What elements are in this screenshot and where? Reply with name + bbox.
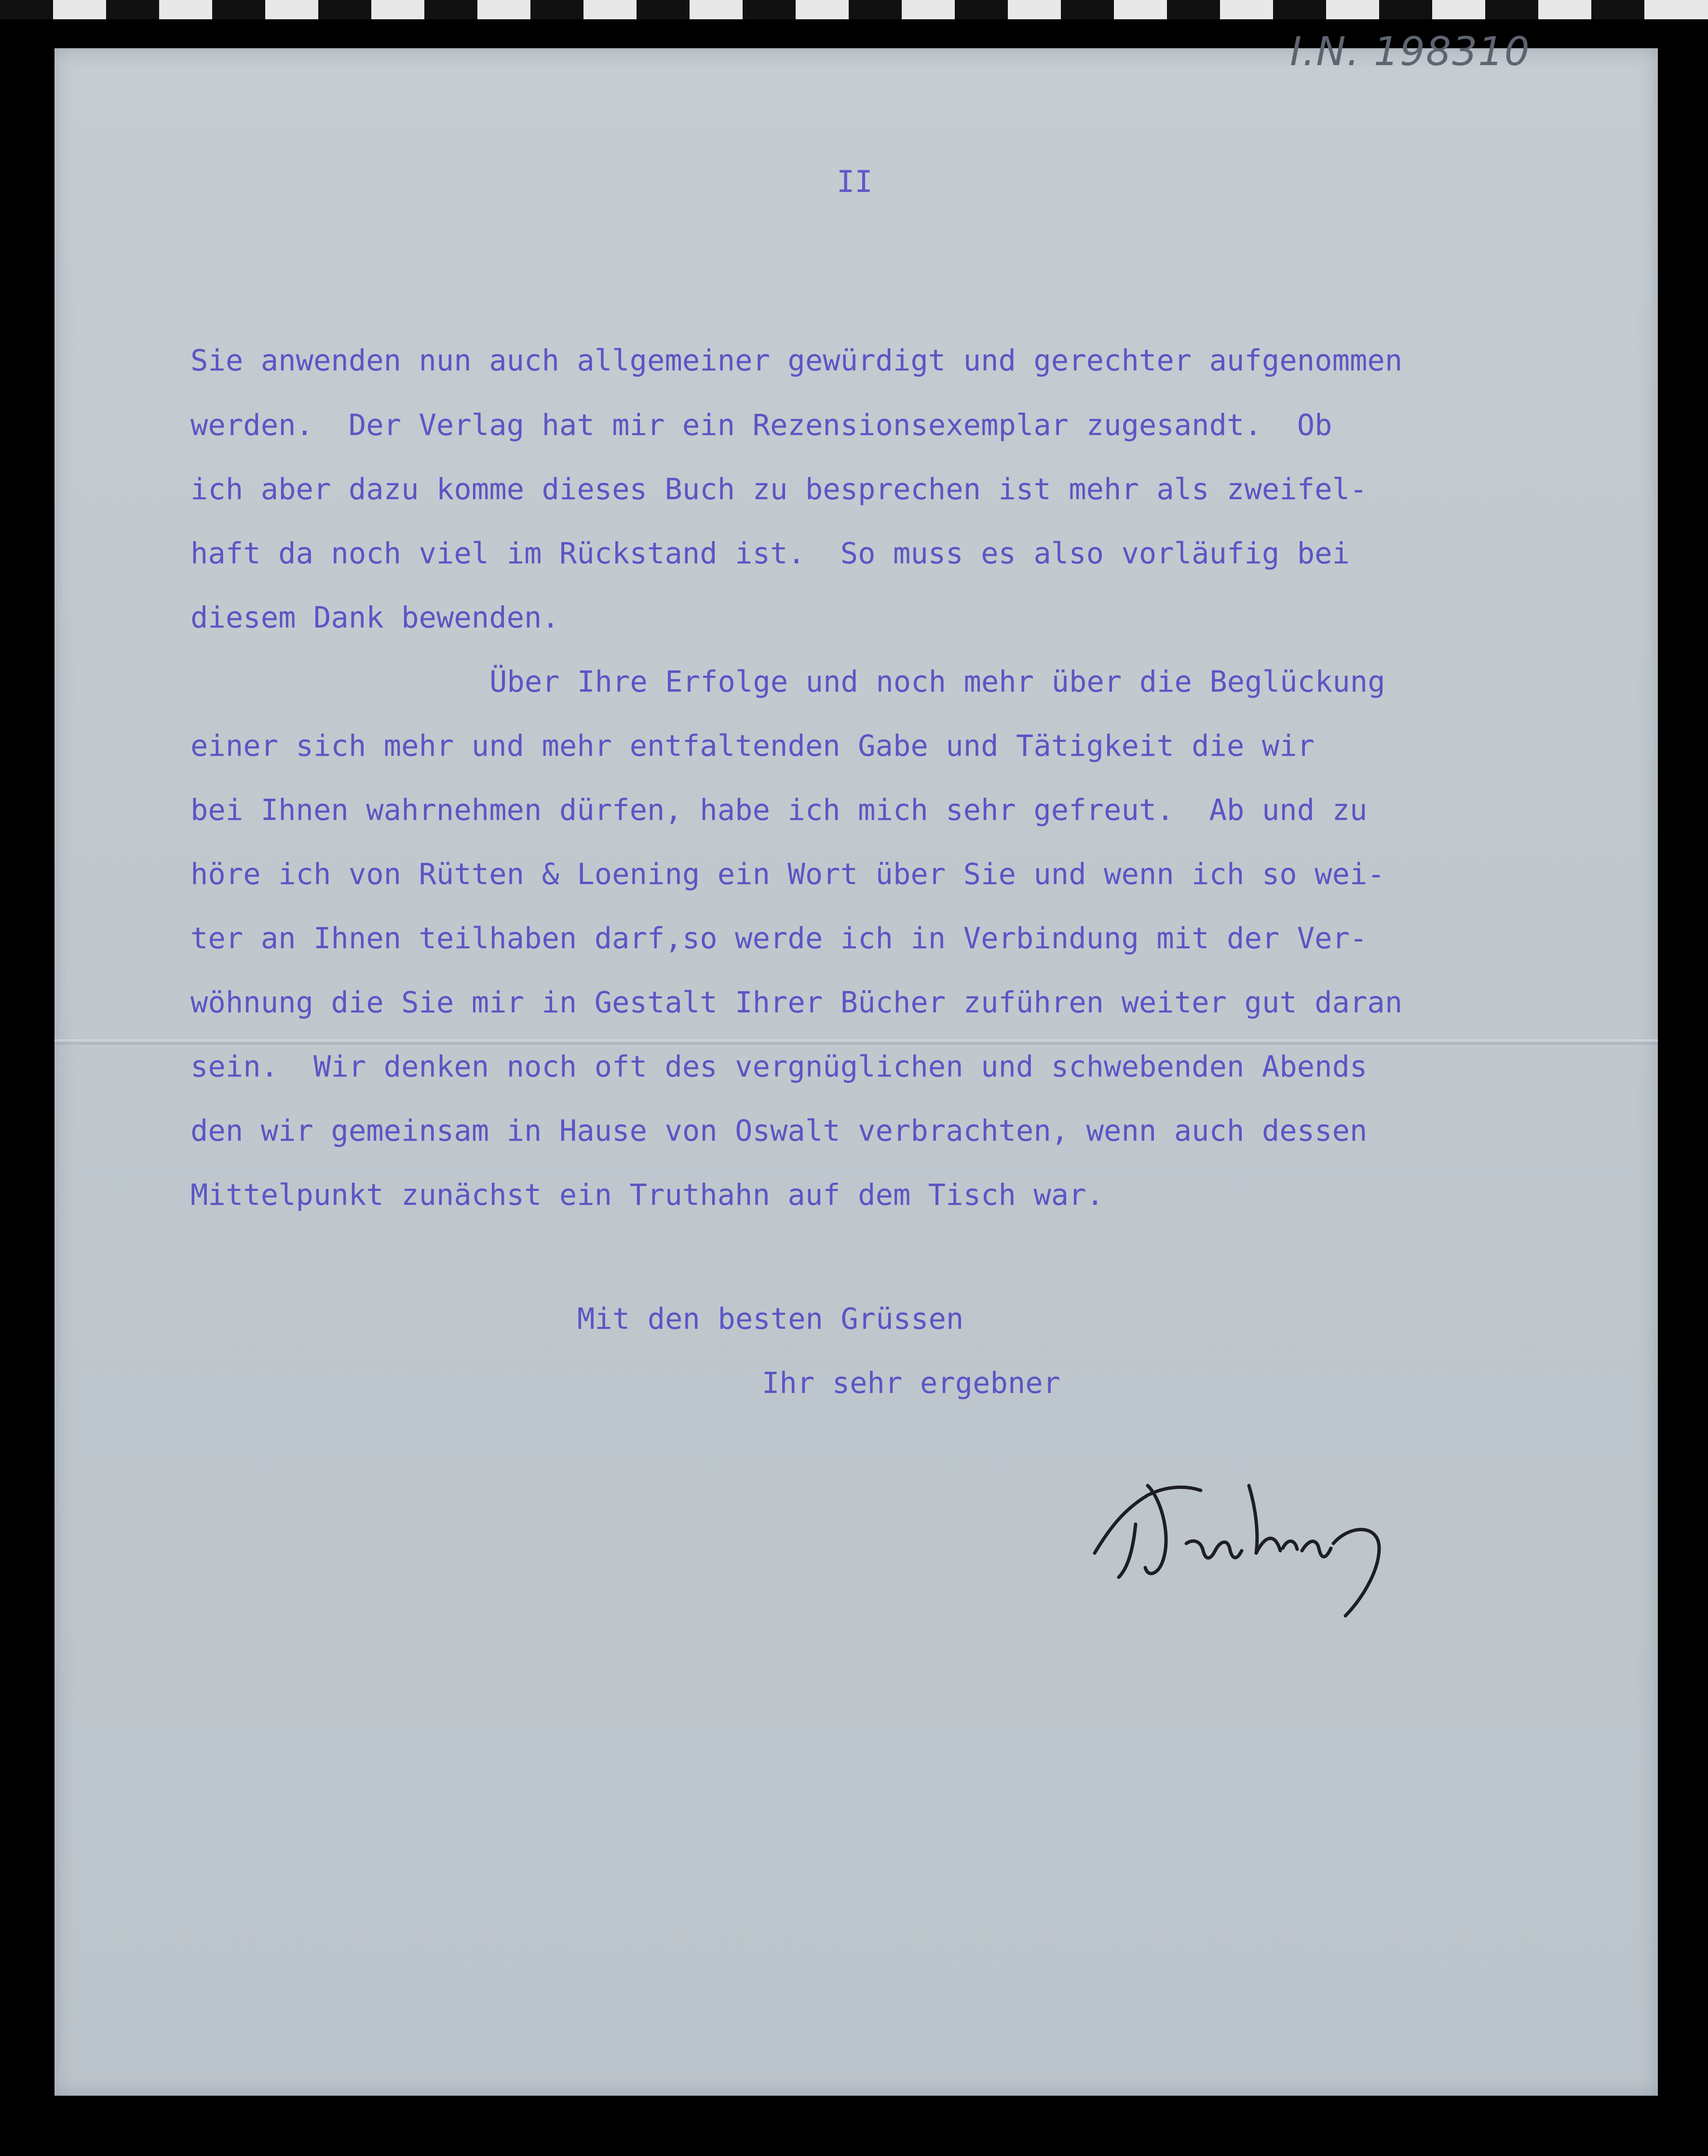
paper-fold-line xyxy=(54,1039,1658,1044)
archive-number: I.N. 198310 xyxy=(1290,29,1531,75)
body-line: den wir gemeinsam in Hause von Oswalt verbrachten, wenn auch dessen xyxy=(190,1114,1368,1148)
body-line: Sie anwenden nun auch allgemeiner gewürdigt und gerechter aufgenommen xyxy=(190,344,1403,378)
body-line: sein. Wir denken noch oft des vergnüglichen und schwebenden Abends xyxy=(190,1050,1368,1084)
body-line: Über Ihre Erfolge und noch mehr über die Beglückung xyxy=(489,665,1385,699)
handwritten-signature xyxy=(1090,1457,1418,1621)
body-line: ter an Ihnen teilhaben darf,so werde ich in Verbindung mit der Ver- xyxy=(190,922,1368,955)
body-line: höre ich von Rütten & Loening ein Wort über Sie und wenn ich so wei- xyxy=(190,858,1385,891)
body-line: werden. Der Verlag hat mir ein Rezensionsexemplar zugesandt. Ob xyxy=(190,409,1332,442)
page-number: II xyxy=(837,164,873,199)
closing-greeting: Mit den besten Grüssen xyxy=(577,1302,964,1336)
body-line: einer sich mehr und mehr entfaltenden Gabe und Tätigkeit die wir xyxy=(190,729,1315,763)
body-line: ich aber dazu komme dieses Buch zu besprechen ist mehr als zweifel- xyxy=(190,473,1368,506)
closing-phrase: Ihr sehr ergebner xyxy=(762,1366,1061,1400)
body-line: bei Ihnen wahrnehmen dürfen, habe ich mich sehr gefreut. Ab und zu xyxy=(190,793,1368,827)
scan-ruler xyxy=(0,0,1708,19)
body-line: diesem Dank bewenden. xyxy=(190,601,559,635)
body-line: Mittelpunkt zunächst ein Truthahn auf dem Tisch war. xyxy=(190,1178,1104,1212)
body-line: wöhnung die Sie mir in Gestalt Ihrer Bücher zuführen weiter gut daran xyxy=(190,986,1403,1020)
body-line: haft da noch viel im Rückstand ist. So muss es also vorläufig bei xyxy=(190,537,1350,571)
